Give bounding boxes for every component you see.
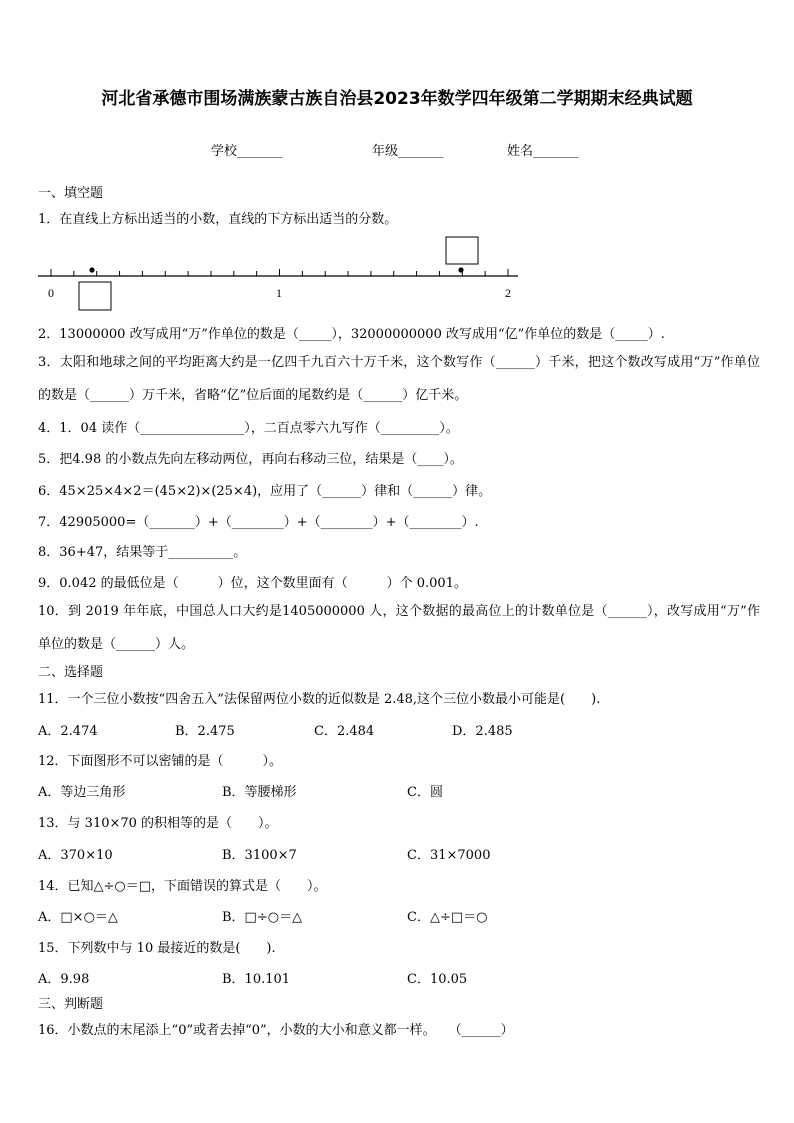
- question-1: 1．在直线上方标出适当的小数，直线的下方标出适当的分数。: [38, 212, 398, 227]
- number-line-label-2: 2: [505, 286, 511, 300]
- question-5: 5．把4.98 的小数点先向左移动两位，再向右移动三位，结果是（____）。: [38, 452, 463, 467]
- q12-option-c: C．圆: [407, 785, 443, 800]
- q14-option-b: B．□÷○＝△: [222, 910, 303, 925]
- q15-option-b: B．10.101: [222, 972, 291, 987]
- section-heading-true-false: 三、判断题: [38, 997, 104, 1012]
- page-title: 河北省承德市围场满族蒙古族自治县2023年数学四年级第二学期期末经典试题: [101, 89, 693, 109]
- question-12: 12．下面图形不可以密铺的是（ ）。: [38, 754, 283, 769]
- q13-option-c: C．31×7000: [407, 848, 491, 863]
- point-marker-right: [458, 267, 463, 272]
- question-11: 11．一个三位小数按“四舍五入”法保留两位小数的近似数是 2.48,这个三位小数最小可能是( ).: [38, 692, 601, 707]
- question-9: 9．0.042 的最低位是（ ）位，这个数里面有（ ）个 0.001。: [38, 576, 467, 591]
- answer-box-top: [446, 237, 478, 264]
- number-line-label-1: 1: [276, 286, 282, 300]
- question-2: 2．13000000 改写成用“万”作单位的数是（_____），32000000000 改写成用“亿”作单位的数是（_____）.: [38, 327, 665, 342]
- answer-box-bottom: [79, 282, 111, 310]
- q13-option-b: B．3100×7: [222, 848, 297, 863]
- question-16: 16．小数点的末尾添上“0”或者去掉“0”，小数的大小和意义都一样。 （______）: [38, 1023, 514, 1038]
- section-heading-fill-blank: 一、填空题: [38, 186, 104, 201]
- q11-option-b: B．2.475: [175, 724, 235, 739]
- question-14: 14．已知△÷○＝□，下面错误的算式是（ ）。: [38, 879, 327, 894]
- q14-option-a: A．□×○＝△: [38, 910, 118, 925]
- question-4: 4．1．04 读作（________________），二百点零六九写作（_________）。: [38, 421, 459, 436]
- grade-field: 年级_______: [372, 144, 444, 159]
- number-line: [38, 269, 518, 276]
- q13-option-a: A．370×10: [38, 848, 113, 863]
- section-heading-choice: 二、选择题: [38, 665, 104, 680]
- q15-option-a: A．9.98: [38, 972, 90, 987]
- number-line-label-0: 0: [48, 286, 54, 300]
- school-field: 学校_______: [211, 144, 283, 159]
- number-line-figure: [0, 0, 794, 320]
- q15-option-c: C．10.05: [407, 972, 468, 987]
- question-3: 3．太阳和地球之间的平均距离大约是一亿四千九百六十万千米，这个数写作（______）千米，把这个数改写成用“万”作单位的数是（______）万千米，省略“亿”位后面的尾数约是（______）亿千米。: [38, 355, 760, 403]
- q14-option-c: C．△÷□＝○: [407, 910, 488, 925]
- question-7: 7．42905000=（_______）+（________）+（________）+（________）.: [38, 515, 479, 530]
- question-6: 6．45×25×4×2＝(45×2)×(25×4)，应用了（______）律和（______）律。: [38, 484, 492, 499]
- question-15: 15．下列数中与 10 最接近的数是( ).: [38, 941, 276, 956]
- question-8: 8．36+47，结果等于__________。: [38, 545, 247, 560]
- point-marker-left: [89, 267, 94, 272]
- q11-option-c: C．2.484: [314, 724, 375, 739]
- q11-option-d: D．2.485: [452, 724, 513, 739]
- q12-option-a: A．等边三角形: [38, 785, 126, 800]
- q11-option-a: A．2.474: [38, 724, 98, 739]
- name-field: 姓名_______: [507, 144, 579, 159]
- question-13: 13．与 310×70 的积相等的是（ ）。: [38, 816, 278, 831]
- q12-option-b: B．等腰梯形: [222, 785, 297, 800]
- question-10: 10．到 2019 年年底，中国总人口大约是1405000000 人，这个数据的最高位上的计数单位是（______），改写成用“万”作单位的数是（______）人。: [38, 604, 760, 652]
